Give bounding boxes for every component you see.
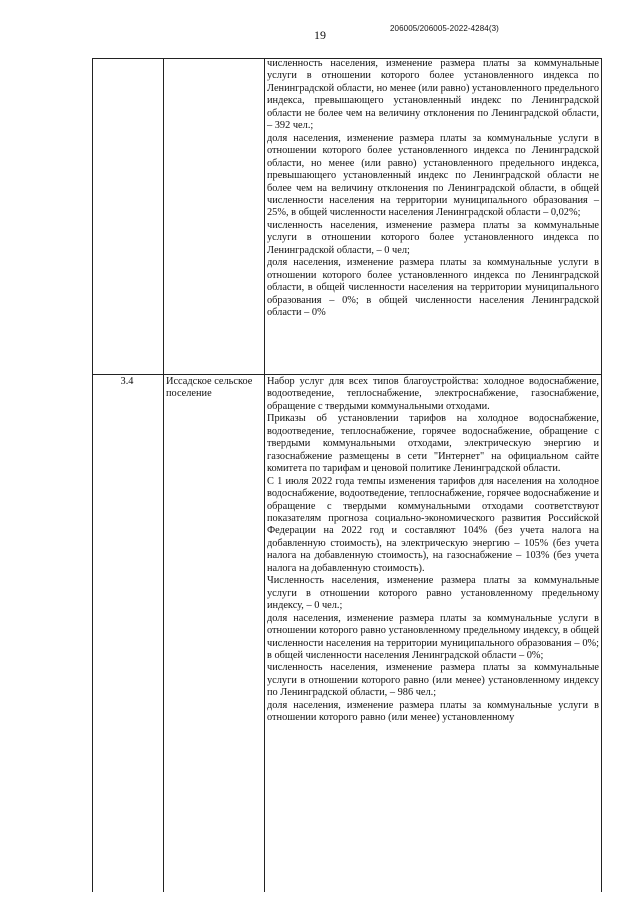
table-border-right <box>601 58 602 892</box>
row-separator <box>92 374 602 375</box>
top-row-text <box>267 58 599 320</box>
table-border-left <box>92 58 93 892</box>
paragraph: С 1 июля 2022 года темпы изменения тарифов для населения на холодное водоснабжение, водоотведение, теплоснабжение, горячее водоснабжение и обращение с твердыми коммунальными отходами соответствуют показателям прогноза социально-экономического развития Российской Федерации на 2022 год и составляют 104% (без учета налога на добавленную стоимость), на электрическую энергию – 105% (без учета налога на добавленную стоимость), на газоснабжение – 103% (без учета налога на добавленную стоимость). <box>267 475 599 574</box>
row-3-4-text <box>267 376 599 725</box>
document-table <box>92 58 602 892</box>
document-id: 206005/206005-2022-4284(3) <box>390 24 499 33</box>
page-number: 19 <box>314 28 326 42</box>
table-divider-number <box>163 58 164 892</box>
paragraph: численность населения, изменение размера платы за коммунальные услуги в отношении которого равно (или менее) установленному индексу по Ленинградской области, – 986 чел.; <box>267 662 599 699</box>
paragraph: Набор услуг для всех типов благоустройства: холодное водоснабжение, водоотведение, теплоснабжение, электроснабжение, газоснабжение, обращение с твердыми коммунальными отходами. <box>267 376 599 412</box>
paragraph: численность населения, изменение размера платы за коммунальные услуги в отношении которого более установленного индекса по Ленинградской области, но менее (или равно) установленного предельного индекса, превышающего установленный индекс по Ленинградской области не более чем на величину отклонения по Ленинградской области, – 392 чел.; <box>267 58 599 132</box>
paragraph: доля населения, изменение размера платы за коммунальные услуги в отношении которого более установленного индекса по Ленинградской области, но менее (или равно) установленного предельного индекса, превышающего установленный индекс по Ленинградской области не более чем на величину отклонения по Ленинградской области, в общей численности населения на территории муниципального образования – 25%, в общей численности населения Ленинградской области – 0,02%; <box>267 132 599 219</box>
paragraph: доля населения, изменение размера платы за коммунальные услуги в отношении которого равно установленному предельному индексу, в общей численности населения на территории муниципального образования – 0%; в общей численности населения Ленинградской области – 0%; <box>267 612 599 661</box>
table-divider-name <box>264 58 265 892</box>
paragraph: Численность населения, изменение размера платы за коммунальные услуги в отношении которого равно установленному предельному индексу, – 0 чел.; <box>267 575 599 612</box>
paragraph: Приказы об установлении тарифов на холодное водоснабжение, водоотведение, теплоснабжение, горячее водоснабжение, обращение с твердыми коммунальными отходами, электрическую энергию и газоснабжение размещены в сети "Интернет" на официальном сайте комитета по тарифам и ценовой политике Ленинградской области. <box>267 413 599 475</box>
settlement-name: Иссадское сельское поселение <box>166 376 253 400</box>
paragraph: доля населения, изменение размера платы за коммунальные услуги в отношении которого равно (или менее) установленному <box>267 699 599 724</box>
row-number: 3.4 <box>120 376 134 387</box>
paragraph: численность населения, изменение размера платы за коммунальные услуги в отношении которого более установленного индекса по Ленинградской области, – 0 чел; <box>267 219 599 256</box>
paragraph: доля населения, изменение размера платы за коммунальные услуги в отношении которого более установленного индекса по Ленинградской области, в общей численности населения на территории муниципального образования – 0%; в общей численности населения Ленинградской области – 0% <box>267 257 599 319</box>
